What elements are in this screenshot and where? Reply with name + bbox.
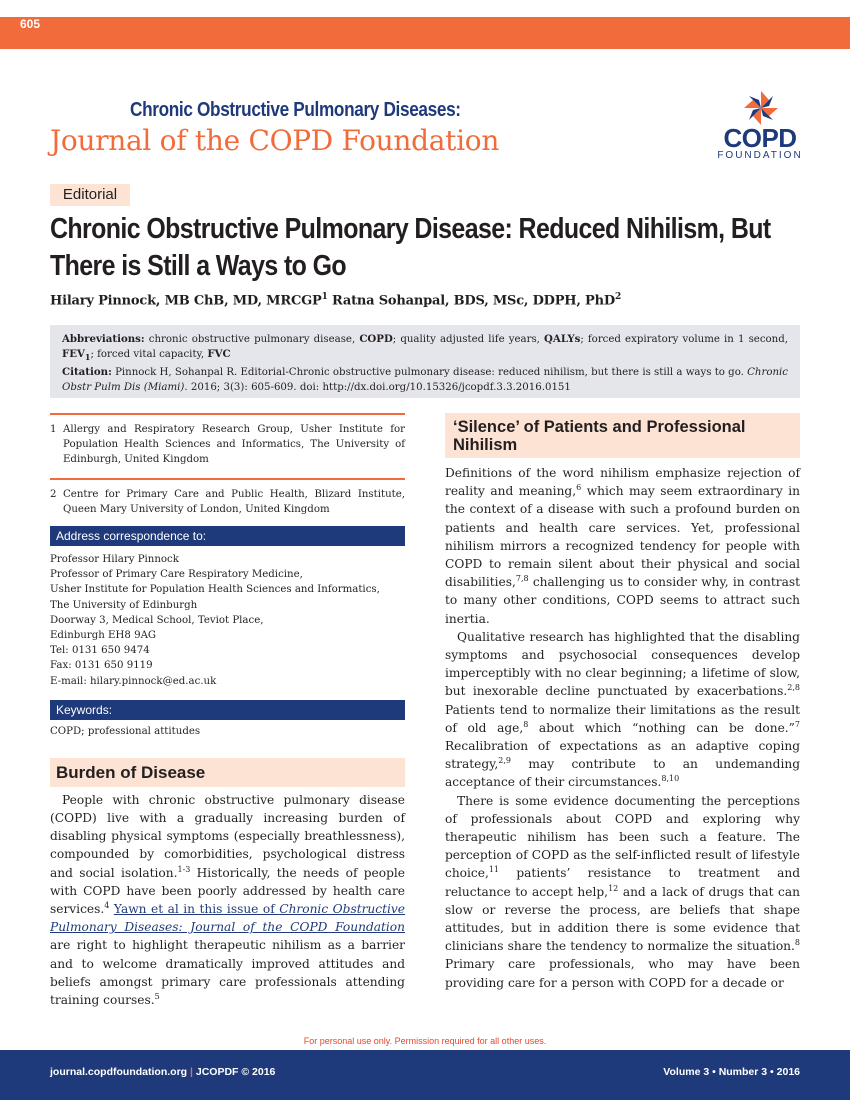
silence-body [445, 464, 800, 992]
author-list [50, 292, 621, 308]
text-run: may contribute to an undemanding acceptance of their circumstances. [445, 757, 800, 790]
affiliation-text: Allergy and Respiratory Research Group, Usher Institute for Population Health Sciences and Informatics, The University of Edinburgh, United Kingdom [63, 424, 405, 465]
reference: 11 [488, 865, 500, 875]
reference: 7,8 [515, 574, 529, 584]
footer-left [50, 1066, 275, 1078]
abbr-text: chronic obstructive pulmonary disease, [144, 334, 360, 345]
paragraph [50, 791, 405, 1009]
footer-bullet: • [709, 1066, 719, 1078]
text-run: There is some evidence documenting the perceptions of professionals about COPD and exploring why therapeutic nihilism has been such a feature. The perception of COPD as the self-inflicted result of lifestyle choice, [445, 793, 800, 881]
text-run: Historically, the needs of people with COPD have been poorly addressed by health care services. [50, 865, 406, 917]
link-text: Yawn et al in this issue of [113, 902, 280, 917]
correspondence-heading: Address correspondence to: [50, 526, 405, 546]
address-line: Fax: 0131 650 9119 [50, 660, 153, 672]
address-line: Professor Hilary Pinnock [50, 554, 179, 565]
copd-foundation-logo [716, 90, 806, 162]
email-line[interactable]: E-mail: hilary.pinnock@ed.ac.uk [50, 675, 217, 687]
text-run: are right to highlight therapeutic nihilism as a barrier and to welcome dramatically improved attitudes and beliefs amongst primary care professionals attending training courses. [50, 938, 405, 1008]
address-line: Professor of Primary Care Respiratory Medicine, [50, 569, 303, 581]
footer-year: 2016 [776, 1066, 800, 1078]
abbr-term: COPD [359, 333, 393, 345]
top-orange-bar [0, 17, 850, 49]
reference: 5 [154, 992, 160, 1001]
article-title-line2: There is Still a Ways to Go [50, 250, 347, 282]
text-run: Primary care professionals, who may have been providing care for a person with COPD for a decade or [445, 957, 800, 990]
text-run: challenging us to consider why, in contrast to many other conditions, COPD seems to attract such inertia. [445, 575, 800, 626]
abbr-term-text: FEV [62, 348, 85, 360]
text-run: Qualitative research has highlighted that the disabling symptoms and psychosocial consequences develop imperceptibly with no clear beginning; a lifetime of slow, but inexorable decline punctuated by exacerbations. [445, 629, 800, 699]
author-2-affil: 2 [614, 292, 622, 302]
text-run: Patients tend to normalize their limitations as the result of old age, [445, 702, 800, 735]
pinwheel-icon [741, 90, 781, 126]
left-column [50, 413, 405, 1009]
abbreviations-text [62, 332, 788, 365]
keywords-heading: Keywords: [50, 700, 405, 720]
text-run: and a lack of drugs that can slow or reverse the process, are beliefs that shape attitudes, but in addition there is some evidence that clinicians share the tendency to normalize the situation. [445, 884, 800, 954]
citation-body: Pinnock H, Sohanpal R. Editorial-Chronic obstructive pulmonary disease: reduced nihilism, but there is still a ways to go. [111, 367, 748, 379]
author-1: Hilary Pinnock, MB ChB, MD, MRCGP [50, 293, 322, 309]
journal-title: Journal of the COPD Foundation [50, 124, 500, 157]
section-heading-burden: Burden of Disease [50, 758, 405, 787]
footer-volume: Volume 3 [663, 1066, 710, 1078]
footer-copyright: JCOPDF © 2016 [195, 1066, 276, 1078]
author-2: Ratna Sohanpal, BDS, MSc, DDPH, PhD [331, 293, 615, 309]
citation-label: Citation: [62, 366, 112, 379]
address-line: Tel: 0131 650 9474 [50, 645, 150, 657]
abbr-text: ; forced expiratory volume in 1 second, [580, 334, 788, 345]
address-line: Edinburgh EH8 9AG [50, 630, 157, 642]
author-1-affil: 1 [321, 292, 328, 302]
address-line: Usher Institute for Population Health Sciences and Informatics, [50, 584, 380, 596]
burden-body [50, 791, 405, 1009]
logo-word: COPD [723, 123, 797, 153]
article-title-line1: Chronic Obstructive Pulmonary Disease: Reduced Nihilism, But [50, 213, 771, 245]
text-run: Definitions of the word nihilism emphasize rejection of reality and meaning, [445, 466, 800, 499]
journal-site-link[interactable]: journal.copdfoundation.org [50, 1066, 188, 1078]
usage-notice: For personal use only. Permission required for all other uses. [303, 1036, 547, 1046]
text-run: about which “nothing can be done.” [528, 720, 795, 735]
paragraph [445, 628, 800, 792]
abbr-term [62, 348, 91, 363]
address-line: The University of Edinburgh [50, 599, 198, 611]
citation-journal: Chronic Obstr Pulm Dis (Miami) [62, 367, 789, 394]
affiliation-1 [50, 415, 405, 472]
reference: 1-3 [177, 864, 191, 874]
abbr-text: ; forced vital capacity, [90, 349, 208, 360]
reference: 8 [523, 719, 529, 729]
affiliation-number: 2 [50, 489, 57, 500]
reference: 12 [608, 883, 619, 893]
reference: 8 [794, 938, 800, 948]
affiliation-number: 1 [50, 424, 57, 435]
affiliation-2 [50, 480, 405, 522]
text-run: patients’ resistance to treatment and reluctance to accept help, [445, 866, 800, 899]
logo-subword: FOUNDATION [717, 150, 803, 161]
journal-subtitle: Chronic Obstructive Pulmonary Diseases: [130, 99, 461, 121]
section-heading-silence: ‘Silence’ of Patients and Professional Nihilism [445, 413, 800, 458]
abbr-text: ; quality adjusted life years, [392, 334, 545, 345]
abbr-term: QALYs [544, 333, 581, 345]
reference: 6 [576, 483, 582, 493]
reference: 4 [104, 900, 110, 910]
footer-separator: | [187, 1066, 196, 1078]
abbr-term-sub: 1 [84, 352, 91, 363]
correspondence-address [50, 546, 405, 696]
link-journal: Chronic Obstructive Pulmonary Diseases: Journal of the COPD Foundation [50, 902, 406, 935]
paragraph [445, 792, 800, 992]
reference: 2,9 [498, 756, 512, 766]
footer-right [663, 1066, 800, 1078]
keywords-text: COPD; professional attitudes [50, 725, 201, 737]
footer-issue: Number 3 [718, 1066, 768, 1078]
address-line: Doorway 3, Medical School, Teviot Place, [50, 614, 264, 626]
citation-doi[interactable]: . 2016; 3(3): 605-609. doi: http://dx.doi.org/10.15326/jcopdf.3.3.2016.0151 [184, 382, 571, 394]
abbreviations-box [50, 325, 800, 398]
paragraph [445, 464, 800, 628]
page-number: 605 [20, 17, 41, 31]
text-run: Recalibration of expectations as an adaptive coping strategy, [445, 739, 800, 772]
text-run: which may seem extraordinary in the context of a disease with such a profound burden on patients and health care services. Yet, professional nihilism mirrors a recognized tendency for people with COPD to remain silent about their physical and social disabilities, [445, 484, 800, 590]
citation-text [62, 365, 788, 395]
reference: 7 [794, 719, 800, 729]
text-run: People with chronic obstructive pulmonary disease (COPD) live with a gradually increasing burden of disabling physical symptoms (especially breathlessness), compounded by comorbidities, psychological distress and social isolation. [50, 792, 405, 880]
article-title [50, 211, 771, 285]
article-type-tag: Editorial [50, 184, 130, 206]
abbreviations-label: Abbreviations: [62, 333, 145, 345]
reference: 2,8 [787, 683, 800, 693]
affiliation-text: Centre for Primary Care and Public Health, Blizard Institute, Queen Mary University of London, United Kingdom [63, 489, 405, 515]
right-column [445, 413, 800, 992]
footer-bullet: • [767, 1066, 777, 1078]
abbr-term: FVC [207, 348, 231, 360]
reference: 8,10 [661, 774, 680, 784]
